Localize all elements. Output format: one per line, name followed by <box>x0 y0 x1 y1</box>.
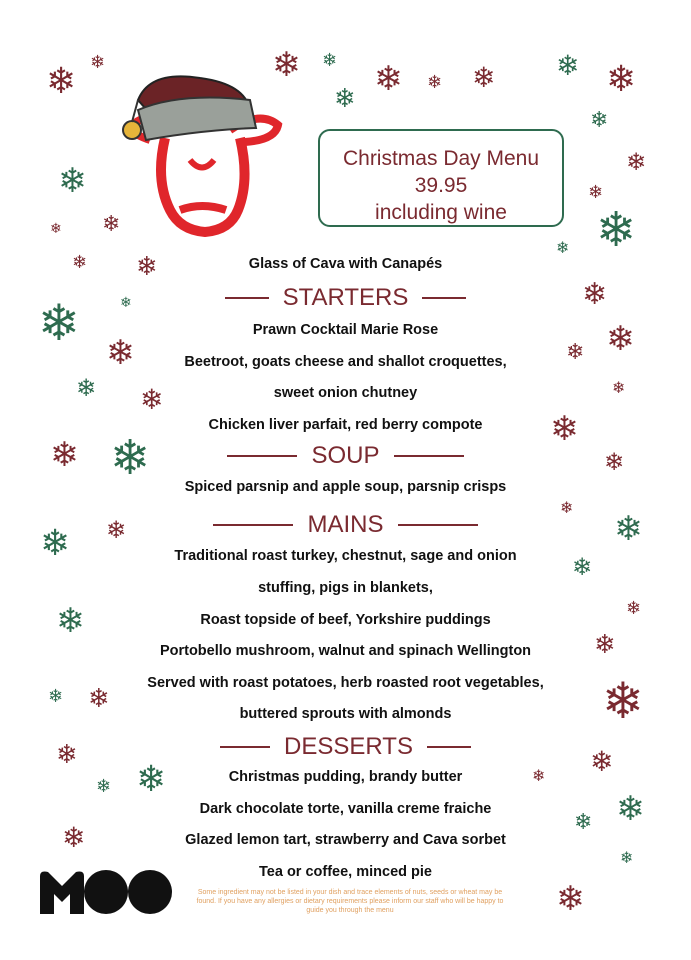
snowflake-icon: ❄ <box>62 821 86 854</box>
menu-item: Tea or coffee, minced pie <box>259 864 432 880</box>
menu-item: Served with roast potatoes, herb roasted root vegetables, <box>147 675 544 691</box>
snowflake-icon: ❄ <box>606 319 635 359</box>
menu-item: Christmas pudding, brandy butter <box>228 769 463 785</box>
menu-item: Glazed lemon tart, strawberry and Cava sorbet <box>185 832 506 848</box>
snowflake-icon: ❄ <box>50 221 62 237</box>
section-heading-text: DESSERTS <box>284 733 413 760</box>
snowflake-icon: ❄ <box>626 598 642 619</box>
snowflake-icon: ❄ <box>40 523 71 564</box>
snowflake-icon: ❄ <box>572 553 593 581</box>
snowflake-icon: ❄ <box>590 108 609 133</box>
snowflake-icon: ❄ <box>626 148 647 176</box>
mains-heading <box>0 511 691 539</box>
snowflake-icon: ❄ <box>427 72 443 93</box>
snowflake-icon: ❄ <box>606 59 637 100</box>
snowflake-icon: ❄ <box>602 672 644 730</box>
menu-item: Beetroot, goats cheese and shallot croquettes, <box>184 354 507 370</box>
snowflake-icon: ❄ <box>334 84 356 114</box>
section-heading-text: SOUP <box>311 442 380 469</box>
snowflake-icon: ❄ <box>50 435 79 475</box>
snowflake-icon: ❄ <box>620 848 634 867</box>
snowflake-icon: ❄ <box>72 252 88 273</box>
menu-item: Spiced parsnip and apple soup, parsnip crisps <box>184 479 507 495</box>
snowflake-icon: ❄ <box>588 182 604 203</box>
snowflake-icon: ❄ <box>38 294 80 352</box>
menu-item: Traditional roast turkey, chestnut, sage and onion <box>174 548 517 564</box>
section-heading-text: STARTERS <box>282 284 409 311</box>
heading-rule <box>427 746 471 748</box>
starters-heading <box>0 284 691 312</box>
snowflake-icon: ❄ <box>48 686 64 707</box>
snowflake-icon: ❄ <box>322 50 338 71</box>
snowflake-icon: ❄ <box>556 49 580 82</box>
snowflake-icon: ❄ <box>574 810 593 835</box>
snowflake-icon: ❄ <box>136 252 158 282</box>
snowflake-icon: ❄ <box>106 516 127 544</box>
title-box <box>318 129 564 227</box>
snowflake-icon: ❄ <box>590 745 614 778</box>
menu-title: Christmas Day Menu <box>342 147 540 170</box>
heading-rule <box>394 455 464 457</box>
snowflake-icon: ❄ <box>616 789 645 829</box>
snowflake-icon: ❄ <box>560 498 574 517</box>
snowflake-icon: ❄ <box>556 238 570 257</box>
menu-item: stuffing, pigs in blankets, <box>258 580 433 596</box>
snowflake-icon: ❄ <box>272 45 301 85</box>
heading-rule <box>220 746 270 748</box>
snowflake-icon: ❄ <box>136 759 167 800</box>
snowflake-icon: ❄ <box>594 630 616 660</box>
snowflake-icon: ❄ <box>550 409 579 449</box>
cow-head-icon <box>110 70 290 240</box>
allergy-disclaimer: Some ingredient may not be listed in your dish and trace elements of nuts, seeds or wheat may be found. If you have any allergies or dietary requirements please inform our staff who will be happy to guide you through the menu <box>196 889 504 914</box>
heading-rule <box>422 297 466 299</box>
snowflake-icon: ❄ <box>46 61 77 102</box>
snowflake-icon: ❄ <box>110 430 151 486</box>
welcome-line: Glass of Cava with Canapés <box>248 256 443 272</box>
section-heading-text: MAINS <box>307 511 384 538</box>
snowflake-icon: ❄ <box>612 378 626 397</box>
menu-price: 39.95 <box>414 174 468 197</box>
snowflake-icon: ❄ <box>56 740 78 770</box>
snowflake-icon: ❄ <box>76 374 97 402</box>
snowflake-icon: ❄ <box>604 448 625 476</box>
heading-rule <box>225 297 269 299</box>
snowflake-icon: ❄ <box>96 776 112 797</box>
snowflake-icon: ❄ <box>556 879 585 919</box>
menu-subtitle: including wine <box>375 201 507 224</box>
desserts-heading <box>0 733 691 761</box>
snowflake-icon: ❄ <box>374 59 403 99</box>
menu-item: Chicken liver parfait, red berry compote <box>208 417 483 433</box>
snowflake-icon: ❄ <box>472 61 496 94</box>
heading-rule <box>213 524 293 526</box>
soup-heading <box>0 442 691 470</box>
snowflake-icon: ❄ <box>140 383 164 416</box>
menu-item: Dark chocolate torte, vanilla creme fraiche <box>199 801 492 817</box>
moo-logo <box>40 870 172 914</box>
snowflake-icon: ❄ <box>596 202 637 258</box>
snowflake-icon: ❄ <box>120 295 132 311</box>
heading-rule <box>398 524 478 526</box>
menu-item: Portobello mushroom, walnut and spinach Wellington <box>159 643 532 659</box>
menu-item: Prawn Cocktail Marie Rose <box>252 322 439 338</box>
snowflake-icon: ❄ <box>582 277 608 312</box>
heading-rule <box>227 455 297 457</box>
snowflake-icon: ❄ <box>56 601 85 641</box>
snowflake-icon: ❄ <box>58 161 87 201</box>
menu-item: Roast topside of beef, Yorkshire puddings <box>200 612 491 628</box>
menu-item: sweet onion chutney <box>273 385 418 401</box>
snowflake-icon: ❄ <box>88 684 110 714</box>
snowflake-icon: ❄ <box>106 333 135 373</box>
menu-item: buttered sprouts with almonds <box>239 706 452 722</box>
snowflake-icon: ❄ <box>102 212 121 237</box>
snowflake-icon: ❄ <box>566 340 585 365</box>
snowflake-icon: ❄ <box>90 52 106 73</box>
snowflake-icon: ❄ <box>532 766 546 785</box>
snowflake-icon: ❄ <box>614 509 643 549</box>
